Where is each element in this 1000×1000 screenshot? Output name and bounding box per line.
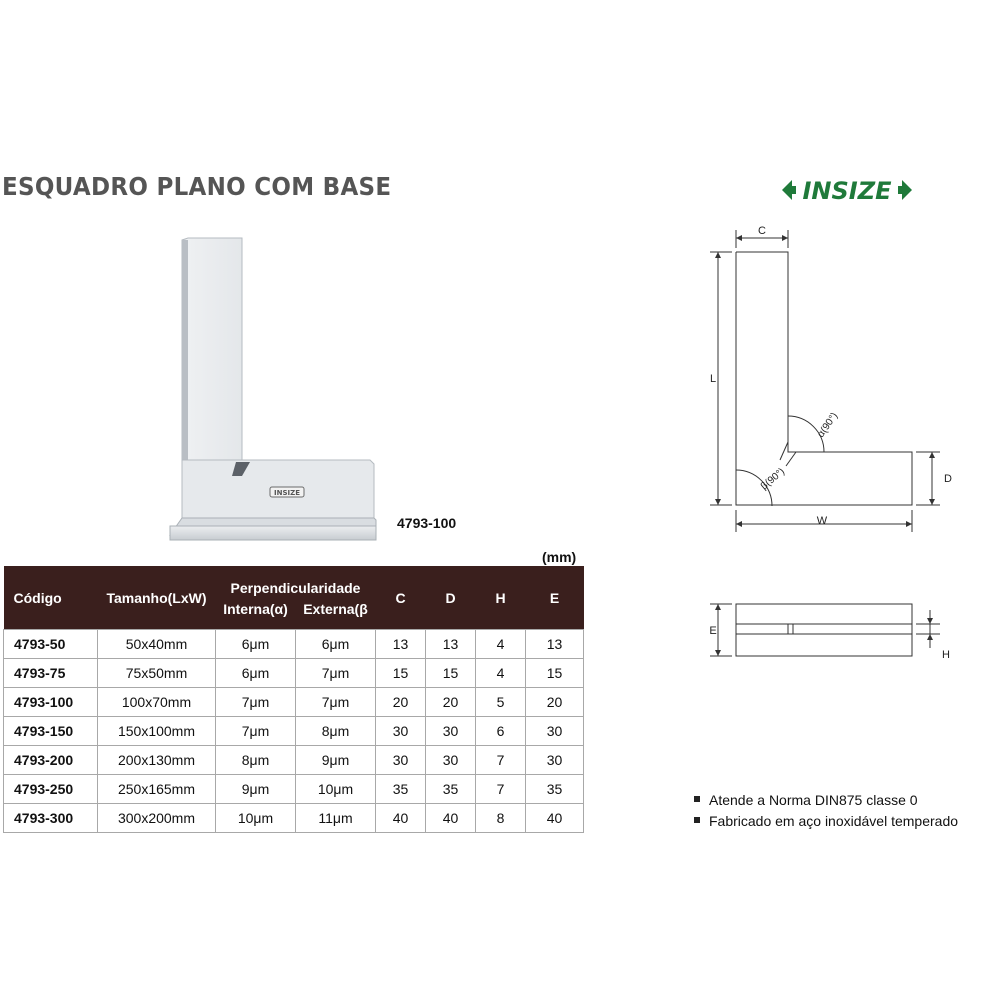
brand-logo xyxy=(782,170,912,210)
cell-internal: 10μm xyxy=(216,804,296,833)
spec-table xyxy=(3,566,584,833)
cell-h: 5 xyxy=(476,688,526,717)
cell-size: 100x70mm xyxy=(98,688,216,717)
page-title: ESQUADRO PLANO COM BASE xyxy=(2,172,392,201)
cell-h: 4 xyxy=(476,630,526,659)
cell-d: 40 xyxy=(426,804,476,833)
label-l: L xyxy=(709,373,717,385)
cell-external: 7μm xyxy=(296,659,376,688)
cell-internal: 6μm xyxy=(216,659,296,688)
header-d: D xyxy=(426,566,476,630)
cell-internal: 8μm xyxy=(216,746,296,775)
cell-code: 4793-300 xyxy=(4,804,98,833)
cell-external: 9μm xyxy=(296,746,376,775)
cell-internal: 9μm xyxy=(216,775,296,804)
cell-d: 15 xyxy=(426,659,476,688)
cell-e: 20 xyxy=(526,688,584,717)
cell-e: 40 xyxy=(526,804,584,833)
list-item xyxy=(694,811,958,832)
table-row xyxy=(4,688,584,717)
table-row xyxy=(4,659,584,688)
cell-code: 4793-75 xyxy=(4,659,98,688)
cell-code: 4793-200 xyxy=(4,746,98,775)
cell-e: 15 xyxy=(526,659,584,688)
bullet-icon xyxy=(694,817,700,823)
cell-e: 30 xyxy=(526,746,584,775)
table-row xyxy=(4,630,584,659)
cell-h: 7 xyxy=(476,775,526,804)
model-caption: 4793-100 xyxy=(397,515,457,531)
cell-size: 75x50mm xyxy=(98,659,216,688)
header-e: E xyxy=(526,566,584,630)
cell-code: 4793-150 xyxy=(4,717,98,746)
arrow-left-icon xyxy=(782,180,796,200)
cell-external: 11μm xyxy=(296,804,376,833)
cell-d: 35 xyxy=(426,775,476,804)
table-row xyxy=(4,775,584,804)
cell-e: 13 xyxy=(526,630,584,659)
feature-notes xyxy=(694,790,958,831)
header-c: C xyxy=(376,566,426,630)
cell-code: 4793-100 xyxy=(4,688,98,717)
cell-c: 20 xyxy=(376,688,426,717)
label-w: W xyxy=(816,515,828,527)
header-internal: Interna(α) xyxy=(216,598,296,630)
brand-name: INSIZE xyxy=(802,177,892,205)
unit-label: (mm) xyxy=(542,549,577,565)
header-size: Tamanho(LxW) xyxy=(98,566,216,630)
logo-plate-text: INSIZE xyxy=(274,489,300,497)
cell-d: 20 xyxy=(426,688,476,717)
cell-size: 300x200mm xyxy=(98,804,216,833)
cell-h: 8 xyxy=(476,804,526,833)
cell-c: 35 xyxy=(376,775,426,804)
cell-h: 4 xyxy=(476,659,526,688)
cell-d: 30 xyxy=(426,746,476,775)
note-text: Fabricado em aço inoxidável temperado xyxy=(709,812,959,829)
cell-code: 4793-250 xyxy=(4,775,98,804)
cell-c: 40 xyxy=(376,804,426,833)
top-view-drawing xyxy=(700,596,1000,666)
cell-e: 30 xyxy=(526,717,584,746)
cell-size: 200x130mm xyxy=(98,746,216,775)
cell-d: 30 xyxy=(426,717,476,746)
square-outline xyxy=(736,252,912,505)
cell-internal: 7μm xyxy=(216,688,296,717)
cell-e: 35 xyxy=(526,775,584,804)
label-d: D xyxy=(944,473,952,485)
cell-external: 10μm xyxy=(296,775,376,804)
cell-size: 150x100mm xyxy=(98,717,216,746)
cell-internal: 7μm xyxy=(216,717,296,746)
cell-c: 30 xyxy=(376,717,426,746)
bullet-icon xyxy=(694,796,700,802)
cell-size: 250x165mm xyxy=(98,775,216,804)
label-h: H xyxy=(942,649,950,661)
label-alpha: α(90°) xyxy=(815,410,841,440)
cell-internal: 6μm xyxy=(216,630,296,659)
header-code: Código xyxy=(4,566,98,630)
cell-c: 13 xyxy=(376,630,426,659)
label-c: C xyxy=(758,225,766,237)
label-e: E xyxy=(709,625,717,637)
side-view-drawing xyxy=(700,220,1000,540)
cell-h: 6 xyxy=(476,717,526,746)
header-perpendicularity: Perpendicularidade xyxy=(216,566,376,598)
header-external: Externa(β xyxy=(296,598,376,630)
cell-code: 4793-50 xyxy=(4,630,98,659)
table-row xyxy=(4,717,584,746)
cell-c: 15 xyxy=(376,659,426,688)
cell-external: 6μm xyxy=(296,630,376,659)
top-view-outline xyxy=(736,604,912,656)
table-row xyxy=(4,746,584,775)
header-h: H xyxy=(476,566,526,630)
note-text: Atende a Norma DIN875 classe 0 xyxy=(709,792,918,808)
square-base xyxy=(170,526,376,540)
label-beta: β(90°) xyxy=(758,466,788,493)
cell-size: 50x40mm xyxy=(98,630,216,659)
cell-c: 30 xyxy=(376,746,426,775)
product-photo xyxy=(160,230,400,550)
list-item xyxy=(694,790,958,811)
table-row xyxy=(4,804,584,833)
cell-external: 8μm xyxy=(296,717,376,746)
arrow-right-icon xyxy=(898,180,912,200)
cell-external: 7μm xyxy=(296,688,376,717)
cell-d: 13 xyxy=(426,630,476,659)
cell-h: 7 xyxy=(476,746,526,775)
